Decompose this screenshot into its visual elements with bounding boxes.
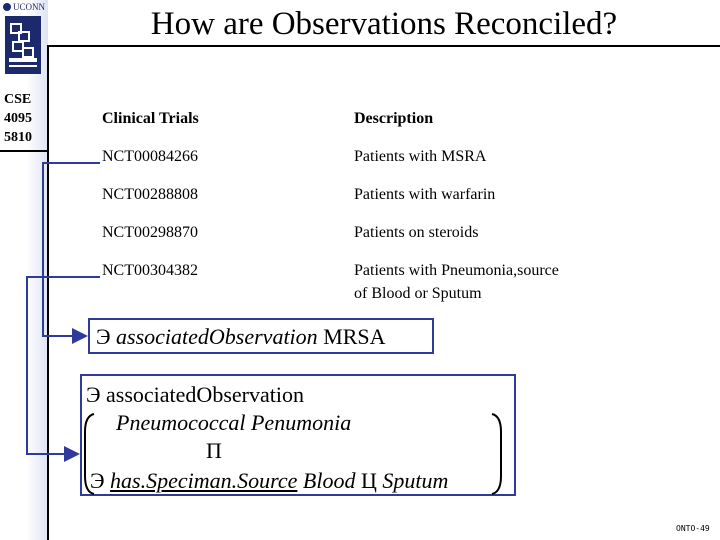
trial-description: Patients on steroids	[354, 224, 479, 241]
course-line: 5810	[4, 130, 32, 145]
column-header-trials: Clinical Trials	[102, 110, 199, 127]
disjunction-symbol: Ц	[360, 468, 377, 493]
trial-id: NCT00298870	[102, 224, 198, 241]
trial-id: NCT00288808	[102, 186, 198, 203]
exists-symbol: Э	[96, 324, 111, 349]
course-line: CSE	[4, 92, 32, 107]
trial-description: Patients with Pneumonia,source	[354, 262, 559, 279]
blood-value: Blood	[302, 468, 356, 493]
trial-description: Patients with MSRA	[354, 148, 487, 165]
trial-id: NCT00304382	[102, 262, 198, 279]
trial-description: Patients with warfarin	[354, 186, 496, 203]
pneumonia-expression-box	[80, 374, 516, 496]
course-line: 4095	[4, 111, 32, 126]
sputum-value: Sputum	[382, 468, 449, 493]
concept-value: MRSA	[323, 324, 386, 349]
role-name: associatedObservation	[116, 324, 318, 349]
trial-id: NCT00084266	[102, 148, 198, 165]
slide-title: How are Observations Reconciled?	[150, 6, 618, 42]
role-line: Э associatedObservation	[86, 382, 304, 407]
concept-name: Pneumococcal Penumonia	[116, 410, 352, 435]
conjunction-symbol: П	[206, 438, 222, 463]
role-name: has.Speciman.Source	[110, 468, 298, 493]
arrow-to-mrsa	[43, 163, 100, 336]
bracket-left	[82, 412, 96, 496]
specimen-line	[90, 468, 448, 494]
exists-symbol: Э	[90, 468, 105, 493]
column-header-description: Description	[354, 110, 434, 127]
mrsa-expression-box	[88, 318, 434, 354]
bracket-right	[490, 412, 504, 496]
logo-label: UCONN	[13, 2, 46, 12]
trial-description: of Blood or Sputum	[354, 285, 482, 302]
slide-number: ONTO-49	[676, 524, 710, 533]
